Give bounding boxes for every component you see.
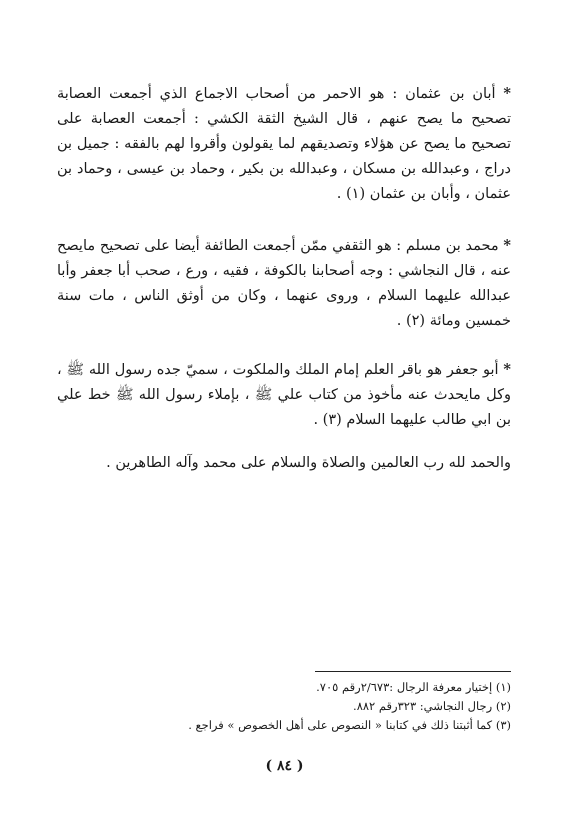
paragraph-text: أبان بن عثمان : هو الاحمر من أصحاب الاجماع الذي أجمعت العصابة تصحيح ما يصح عنهم ، قال الشيخ الثقة الكشي : أجمعت العصابة على تصحيح ما يصح عن هؤلاء وتصديقهم لما يقولون وأقروا لهم بالفقه : جميل بن دراج ، وعبدالله بن مسكان ، وعبدالله بن بكير ، وحماد بن عيسى ، وحماد بن عثمان ، وأبان بن عثمان (١) . — [57, 86, 511, 202]
footnote-3: (٣) كما أثبتنا ذلك في كتابنا « النصوص على أهل الخصوص » فراجع . — [188, 718, 511, 732]
paragraph-marker: * — [503, 361, 512, 378]
paragraph-text: أبو جعفر هو باقر العلم إمام الملك والملكوت ، سميّ جده رسول الله ﷺ ، وكل مايحدث عنه مأخوذ من كتاب علي ﷺ ، بإملاء رسول الله ﷺ خط علي بن ابي طالب عليهما السلام (٣) . — [57, 362, 511, 428]
closing-doxology — [57, 451, 511, 476]
paragraph-text: محمد بن مسلم : هو الثقفي ممّن أجمعت الطائفة أيضا على تصحيح مايصح عنه ، قال النجاشي : وجه أصحابنا بالكوفة ، فقيه ، ورع ، صحب أبا جعفر وأبا عبدالله عليهما السلام ، وروى عنهما ، وكان من أوثق الناس ، مات سنة خمسين ومائة (٢) . — [57, 238, 511, 329]
paragraph-abu-jafar — [57, 357, 511, 433]
paragraph-marker: * — [503, 85, 511, 102]
paragraph-marker: * — [503, 237, 511, 254]
footnote-1: (١) إختيار معرفة الرجال :٢/٦٧٣رقم ٧٠٥. — [316, 680, 511, 694]
footnote-divider — [315, 671, 511, 672]
footnote-2: (٢) رجال النجاشي: ٣٢٣رقم ٨٨٢. — [353, 699, 511, 713]
paragraph-aban-ibn-uthman — [57, 81, 511, 207]
footnotes-list — [57, 678, 511, 735]
page-number: ( ٨٤ ) — [265, 758, 304, 774]
paragraph-text: والحمد لله رب العالمين والصلاة والسلام على محمد وآله الطاهرين . — [106, 455, 511, 471]
paragraph-muhammad-ibn-muslim — [57, 233, 511, 334]
